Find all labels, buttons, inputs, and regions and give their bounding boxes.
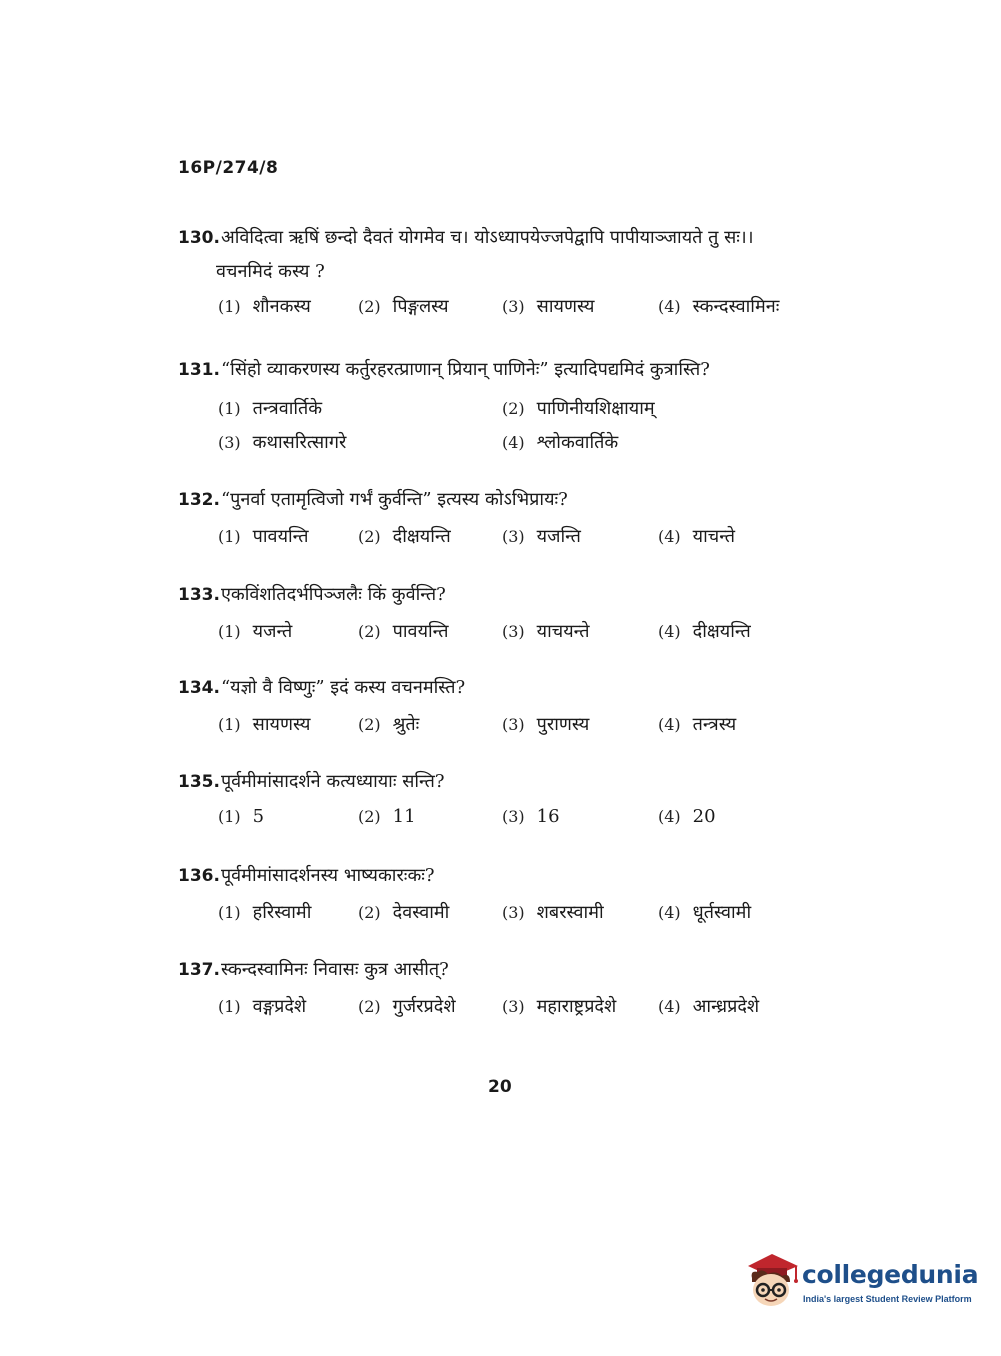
options-row — [218, 430, 818, 460]
question-132 — [178, 488, 818, 554]
question-text: पूर्वमीमांसादर्शने कत्यध्यायाः सन्ति? — [220, 771, 445, 792]
options-row — [218, 994, 818, 1024]
page-number: 20 — [488, 1077, 512, 1097]
option-3: (3) कथासरित्सागरे — [218, 432, 347, 453]
option-1: (1) पावयन्ति — [218, 526, 309, 547]
question-number: 134. — [178, 678, 220, 698]
options-row — [218, 900, 818, 930]
option-3: (3) शबरस्वामी — [502, 902, 604, 923]
option-4: (4) 20 — [658, 806, 716, 827]
option-2: (2) 11 — [358, 806, 416, 827]
options-row — [218, 806, 818, 836]
option-3: (3) पुराणस्य — [502, 714, 590, 735]
question-text: पूर्वमीमांसादर्शनस्य भाष्यकारःकः? — [220, 865, 435, 886]
option-2: (2) पाणिनीयशिक्षायाम् — [502, 398, 655, 419]
question-number: 130. — [178, 228, 220, 248]
option-1: (1) हरिस्वामी — [218, 902, 312, 923]
question-text: “सिंहो व्याकरणस्य कर्तुरहरत्प्राणान् प्रियान् पाणिनेः” इत्यादिपद्यमिदं कुत्रास्ति? — [220, 359, 710, 380]
option-4: (4) याचन्ते — [658, 526, 736, 547]
option-1: (1) तन्त्रवार्तिके — [218, 398, 323, 419]
question-text: “यज्ञो वै विष्णुः” इदं कस्य वचनमस्ति? — [220, 677, 466, 698]
question-133 — [178, 583, 818, 649]
option-2: (2) गुर्जरप्रदेशे — [358, 996, 456, 1017]
option-2: (2) पावयन्ति — [358, 621, 449, 642]
question-text: एकविंशतिदर्भपिञ्जलैः किं कुर्वन्ति? — [220, 584, 446, 605]
option-2: (2) पिङ्गलस्य — [358, 296, 449, 317]
logo-tagline: India's largest Student Review Platform — [803, 1294, 972, 1304]
option-1: (1) वङ्गप्रदेशे — [218, 996, 307, 1017]
question-number: 133. — [178, 585, 220, 605]
question-131 — [178, 358, 818, 460]
question-text: स्कन्दस्वामिनः निवासः कुत्र आसीत्? — [220, 959, 449, 980]
option-3: (3) याचयन्ते — [502, 621, 590, 642]
question-137 — [178, 958, 818, 1024]
question-number: 137. — [178, 960, 220, 980]
option-4: (4) आन्ध्रप्रदेशे — [658, 996, 760, 1017]
question-136 — [178, 864, 818, 930]
paper-code: 16P/274/8 — [178, 158, 279, 178]
option-4: (4) दीक्षयन्ति — [658, 621, 751, 642]
question-text: अविदित्वा ऋषिं छन्दो दैवतं योगमेव च। योऽध्यापयेज्जपेद्वापि पापीयाञ्जायते तु सः।। — [220, 227, 754, 248]
option-3: (3) सायणस्य — [502, 296, 595, 317]
option-3: (3) यजन्ति — [502, 526, 581, 547]
options-row — [218, 619, 818, 649]
mascot-icon — [742, 1250, 800, 1312]
option-1: (1) 5 — [218, 806, 265, 827]
options-row — [218, 524, 818, 554]
question-number: 131. — [178, 360, 220, 380]
option-1: (1) सायणस्य — [218, 714, 311, 735]
question-134 — [178, 676, 818, 742]
question-130 — [178, 226, 818, 324]
question-number: 136. — [178, 866, 220, 886]
question-number: 135. — [178, 772, 220, 792]
question-number: 132. — [178, 490, 220, 510]
option-4: (4) तन्त्रस्य — [658, 714, 737, 735]
option-1: (1) यजन्ते — [218, 621, 293, 642]
option-4: (4) स्कन्दस्वामिनः — [658, 296, 780, 317]
option-2: (2) श्रुतेः — [358, 714, 420, 735]
option-2: (2) देवस्वामी — [358, 902, 450, 923]
option-1: (1) शौनकस्य — [218, 296, 311, 317]
option-4: (4) श्लोकवार्तिके — [502, 432, 619, 453]
question-text: “पुनर्वा एतामृत्विजो गर्भं कुर्वन्ति” इत्यस्य कोऽभिप्रायः? — [220, 489, 568, 510]
question-subtext: वचनमिदं कस्य ? — [216, 261, 325, 282]
collegedunia-logo — [742, 1250, 979, 1318]
options-row — [218, 294, 818, 324]
logo-wordmark: collegedunia — [802, 1260, 979, 1289]
options-row — [218, 712, 818, 742]
option-3: (3) महाराष्ट्रप्रदेशे — [502, 996, 617, 1017]
option-2: (2) दीक्षयन्ति — [358, 526, 451, 547]
options-row — [218, 396, 818, 426]
option-3: (3) 16 — [502, 806, 560, 827]
question-135 — [178, 770, 818, 836]
option-4: (4) धूर्तस्वामी — [658, 902, 752, 923]
